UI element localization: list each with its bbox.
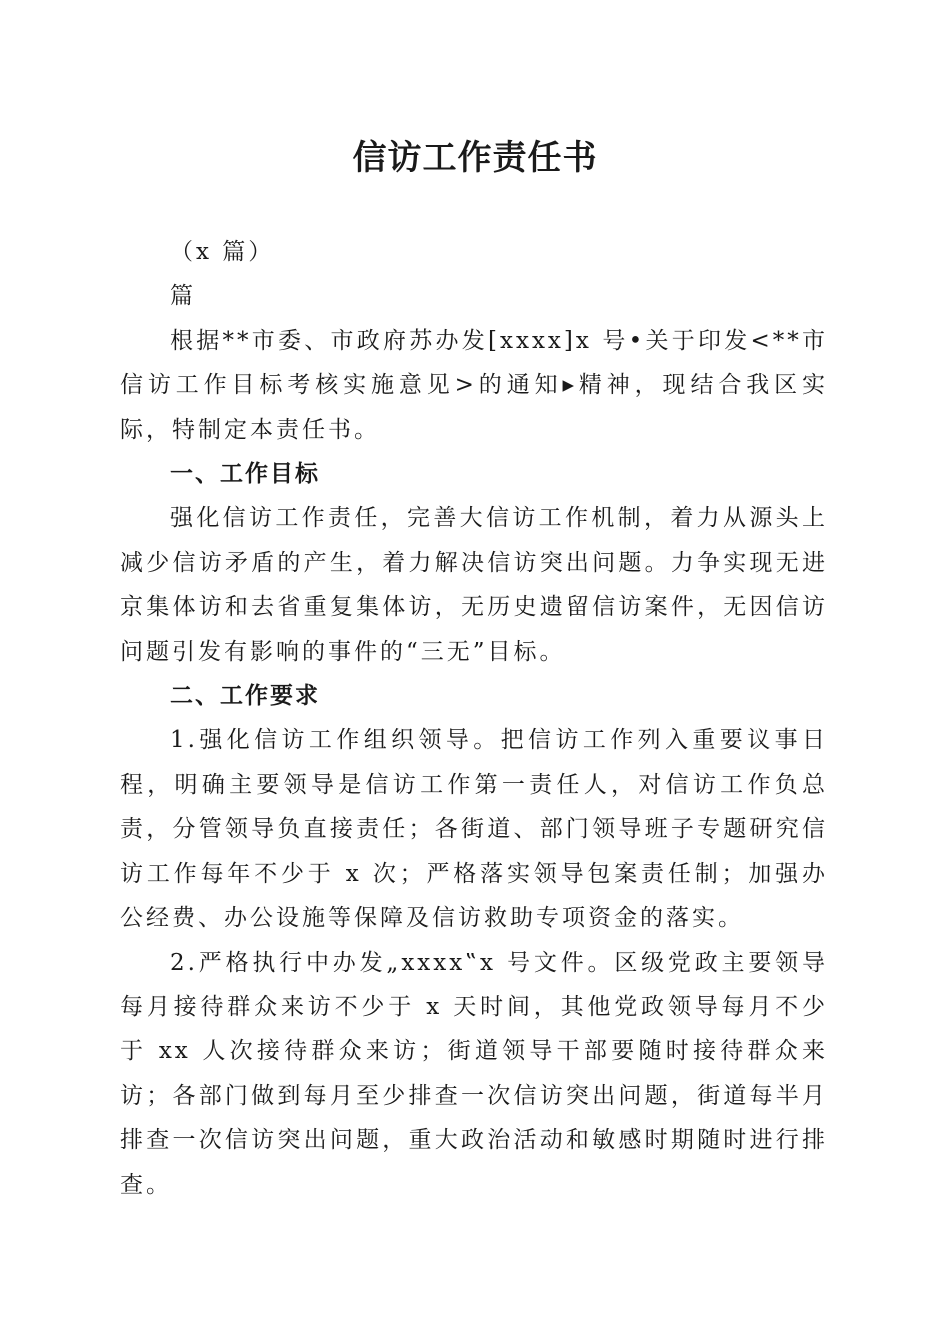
- intro-paragraph: 根据**市委、市政府苏办发[xxxx]x 号•关于印发<**市信访工作目标考核实施意见>的通知▸精神，现结合我区实际，特制定本责任书。: [120, 327, 828, 443]
- requirement-item-1: 1.强化信访工作组织领导。把信访工作列入重要议事日程，明确主要领导是信访工作第一责任人，对信访工作负总责，分管领导负直接责任；各街道、部门领导班子专题研究信访工作每年不少于 x 次；严格落实领导包案责任制；加强办公经费、办公设施等保障及信访救助专项资金的落实。: [120, 727, 828, 932]
- document-body: [120, 230, 828, 1207]
- goals-paragraph: 强化信访工作责任，完善大信访工作机制，着力从源头上减少信访矛盾的产生，着力解决信访突出问题。力争实现无进京集体访和去省重复集体访，无历史遗留信访案件，无因信访问题引发有影响的事件的“三无”目标。: [120, 505, 828, 665]
- document-subtitle: （x 篇）: [170, 239, 275, 265]
- document-title: 信访工作责任书: [352, 138, 598, 178]
- document-label: 篇: [170, 283, 196, 310]
- section-heading-requirements: 二、工作要求: [170, 683, 320, 710]
- section-heading-goals: 一、工作目标: [170, 461, 320, 488]
- requirement-item-2: 2.严格执行中办发„xxxx‟x 号文件。区级党政主要领导每月接待群众来访不少于 x 天时间，其他党政领导每月不少于 xx 人次接待群众来访；街道领导干部要随时接待群众来访；各部门做到每月至少排查一次信访突出问题，街道每半月排查一次信访突出问题，重大政治活动和敏感时期随时进行排查。: [120, 949, 828, 1198]
